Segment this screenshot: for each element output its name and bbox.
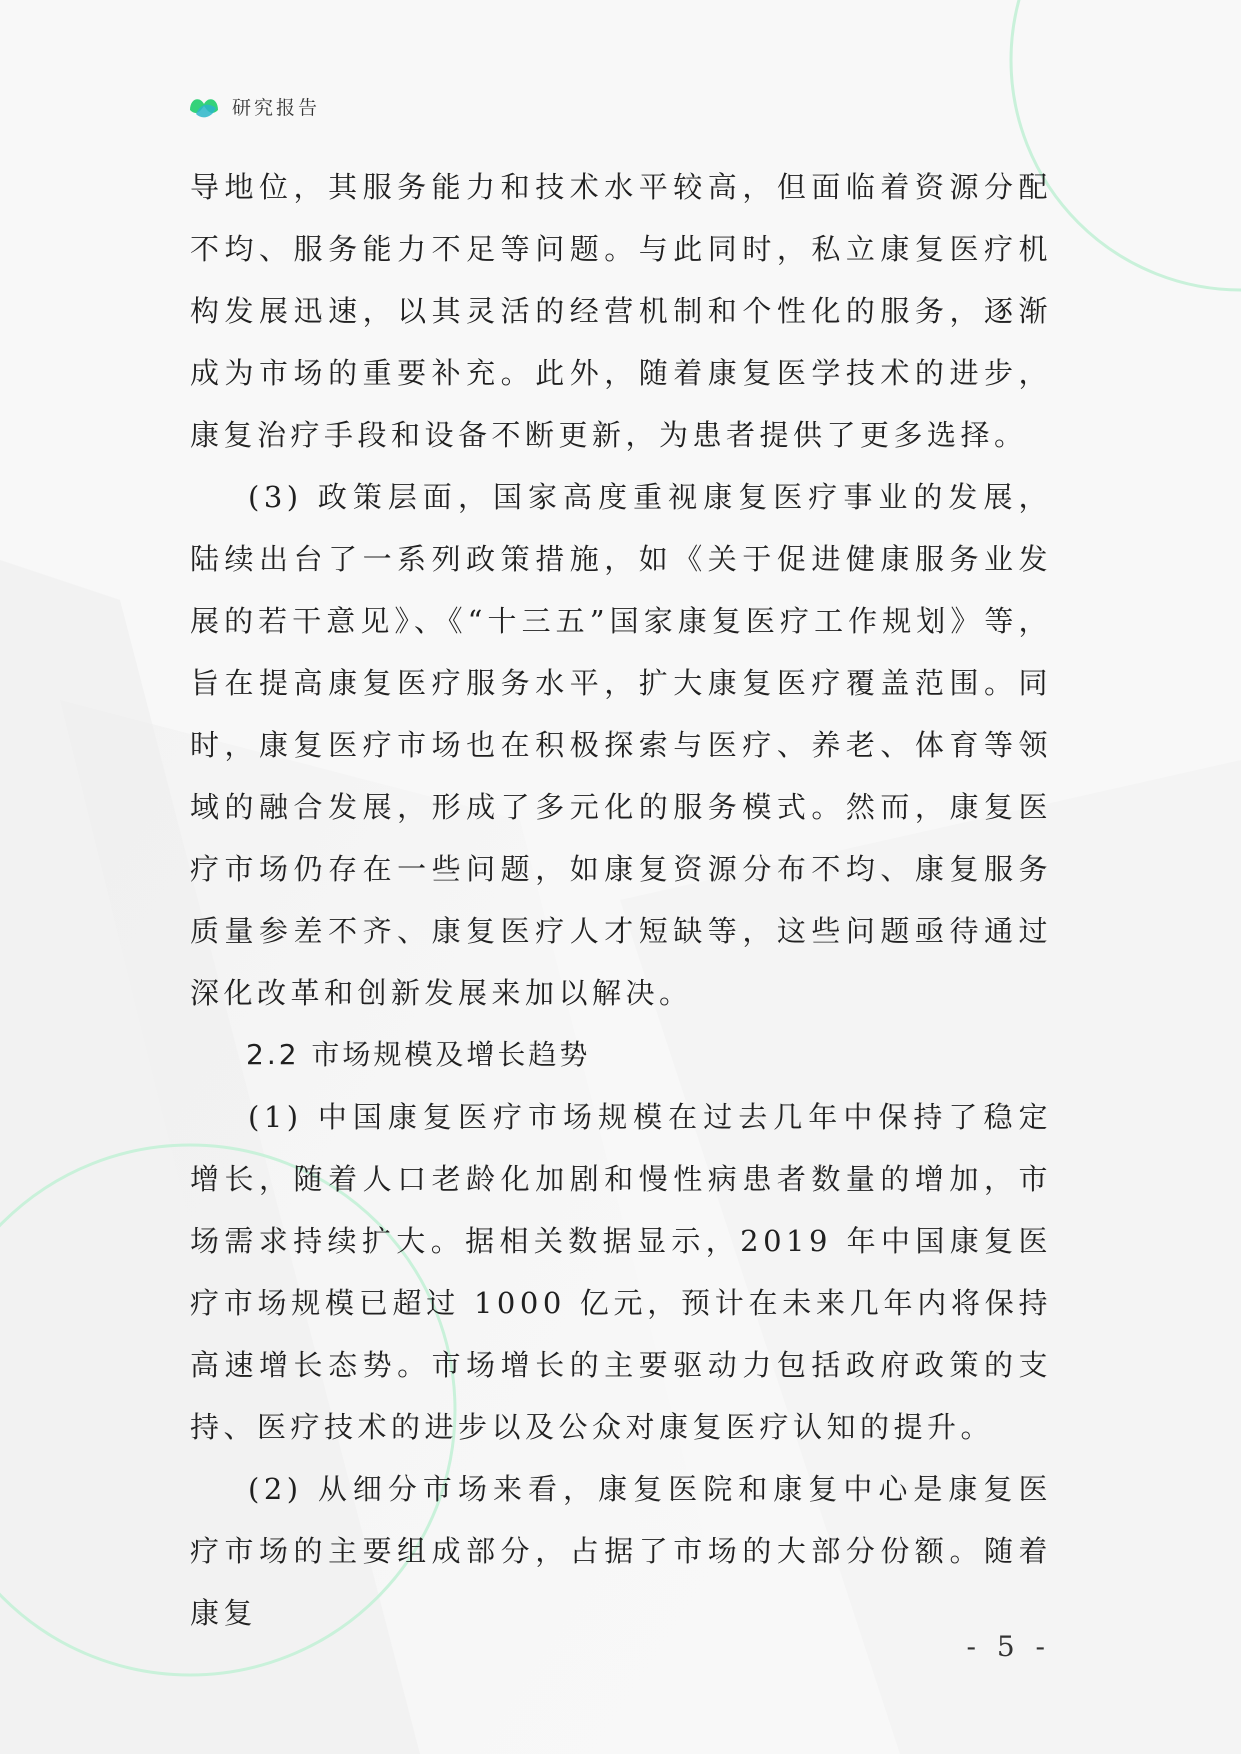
- paragraph-continued: 导地位，其服务能力和技术水平较高，但面临着资源分配不均、服务能力不足等问题。与此同时，私立康复医疗机构发展迅速，以其灵活的经营机制和个性化的服务，逐渐成为市场的重要补充。此外，随着康复医学技术的进步，康复治疗手段和设备不断更新，为患者提供了更多选择。: [190, 170, 1052, 452]
- paragraph-policy: (3) 政策层面，国家高度重视康复医疗事业的发展，陆续出台了一系列政策措施，如《关于促进健康服务业发展的若干意见》、《“十三五”国家康复医疗工作规划》等，旨在提高康复医疗服务水平，扩大康复医疗覆盖范围。同时，康复医疗市场也在积极探索与医疗、养老、体育等领域的融合发展，形成了多元化的服务模式。然而，康复医疗市场仍存在一些问题，如康复资源分布不均、康复服务质量参差不齐、康复医疗人才短缺等，这些问题亟待通过深化改革和创新发展来加以解决。: [190, 480, 1052, 1010]
- section-heading: 2.2 市场规模及增长趋势: [246, 1038, 591, 1071]
- report-header: [186, 88, 320, 124]
- paragraph-market-size: (1) 中国康复医疗市场规模在过去几年中保持了稳定增长，随着人口老龄化加剧和慢性病患者数量的增加，市场需求持续扩大。据相关数据显示，2019 年中国康复医疗市场规模已超过 1000 亿元，预计在未来几年内将保持高速增长态势。市场增长的主要驱动力包括政府政策的支持、医疗技术的进步以及公众对康复医疗认知的提升。: [190, 1100, 1052, 1444]
- brand-logo-icon: [186, 88, 222, 124]
- paragraph-segment: (2) 从细分市场来看，康复医院和康复中心是康复医疗市场的主要组成部分，占据了市场的大部分份额。随着康复: [190, 1472, 1052, 1630]
- page-number: - 5 -: [966, 1630, 1051, 1663]
- body-text: [190, 156, 1052, 1644]
- header-title: 研究报告: [232, 96, 321, 119]
